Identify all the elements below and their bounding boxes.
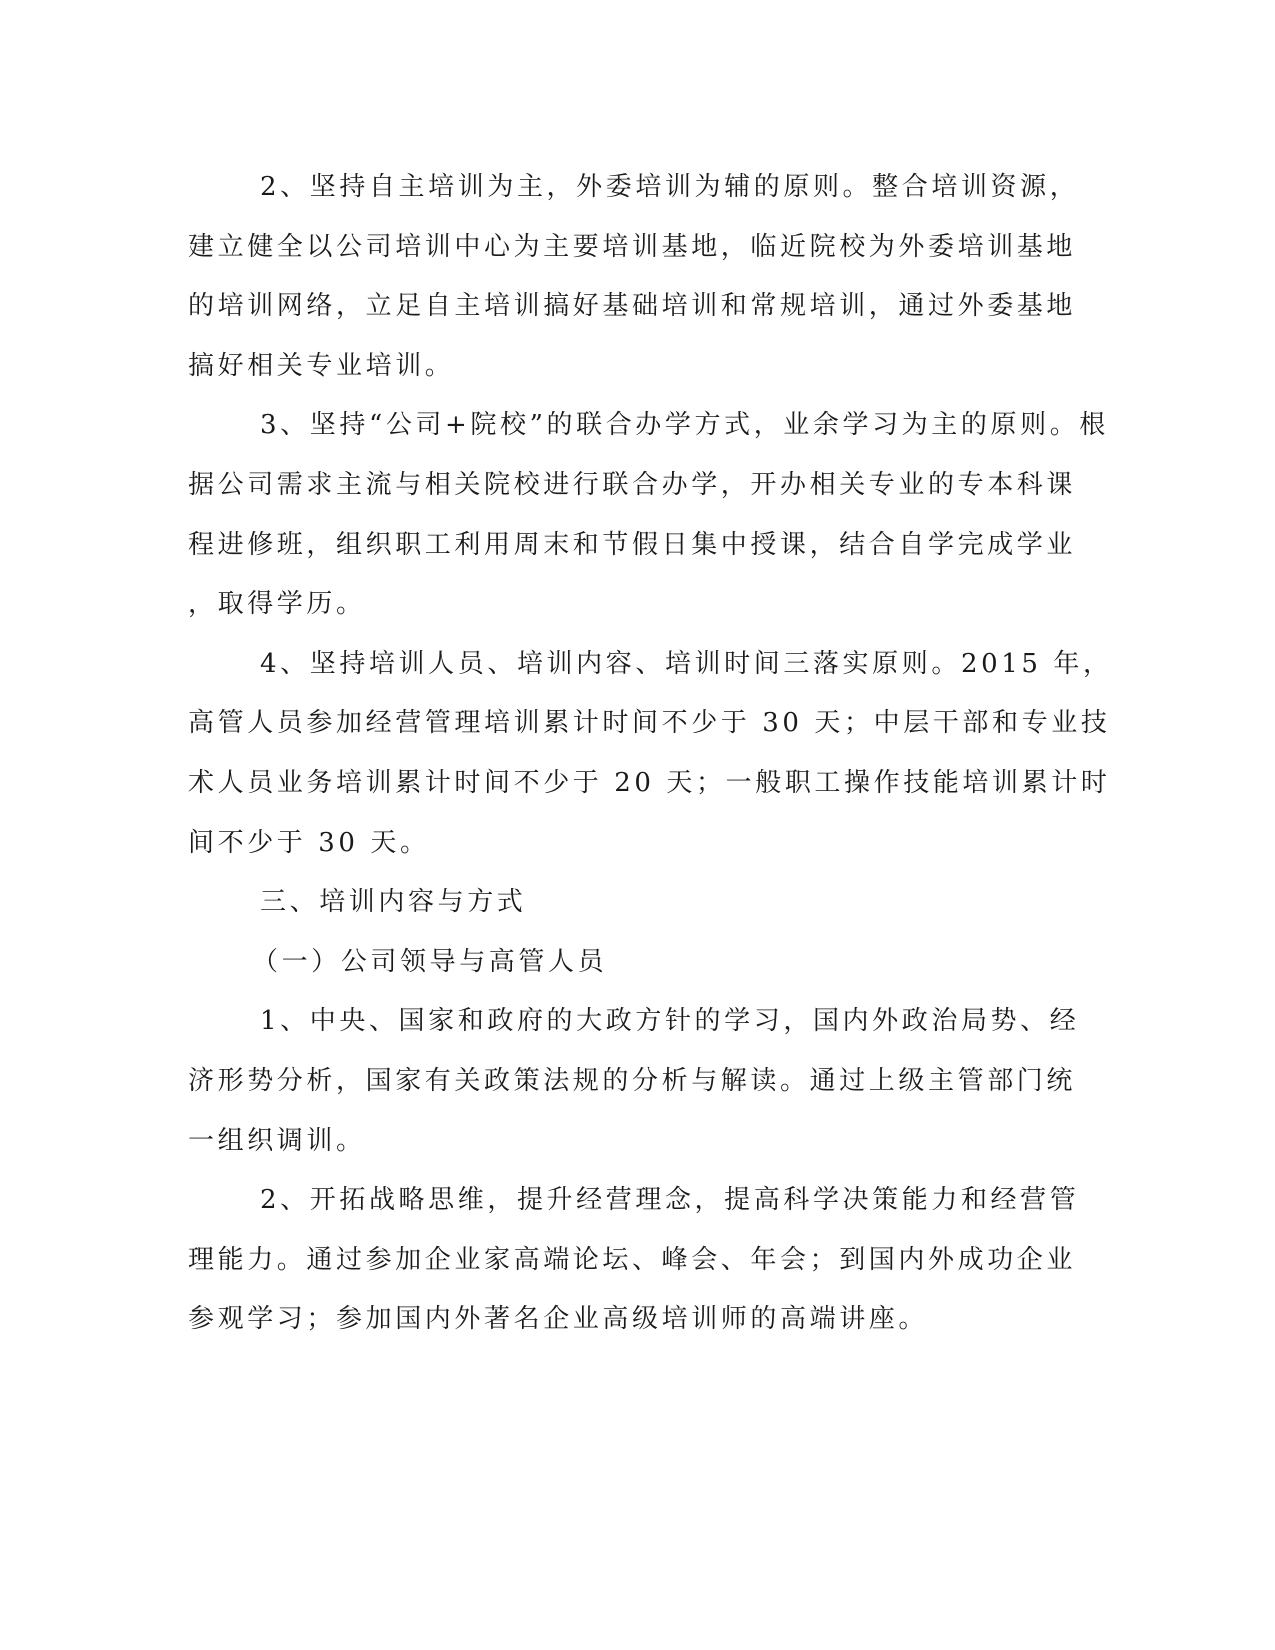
item-1-line-1: 1、中央、国家和政府的大政方针的学习，国内外政治局势、经	[260, 1006, 1080, 1037]
paragraph-3-line-3: 程进修班，组织职工利用周末和节假日集中授课，结合自学完成学业	[188, 529, 1077, 560]
paragraph-4-line-3: 术人员业务培训累计时间不少于 20 天；一般职工操作技能培训累计时	[188, 767, 1111, 798]
paragraph-3-line-2: 据公司需求主流与相关院校进行联合办学，开办相关专业的专本科课	[188, 469, 1077, 500]
item-2-line-1: 2、开拓战略思维，提升经营理念，提高科学决策能力和经营管	[260, 1185, 1080, 1216]
item-2-line-3: 参观学习；参加国内外著名企业高级培训师的高端讲座。	[188, 1304, 929, 1335]
paragraph-4-line-2: 高管人员参加经营管理培训累计时间不少于 30 天；中层干部和专业技	[188, 708, 1111, 739]
paragraph-2-line-1: 2、坚持自主培训为主，外委培训为辅的原则。整合培训资源，	[260, 172, 1080, 202]
item-1-line-2: 济形势分析，国家有关政策法规的分析与解读。通过上级主管部门统	[188, 1065, 1077, 1096]
paragraph-2-line-2: 建立健全以公司培训中心为主要培训基地，临近院校为外委培训基地	[188, 231, 1077, 262]
paragraph-2-line-3: 的培训网络，立足自主培训搞好基础培训和常规培训，通过外委基地	[188, 291, 1077, 322]
item-1-line-3: 一组织调训。	[188, 1125, 366, 1156]
item-2-line-2: 理能力。通过参加企业家高端论坛、峰会、年会；到国内外成功企业	[188, 1244, 1077, 1275]
paragraph-4-line-1: 4、坚持培训人员、培训内容、培训时间三落实原则。2015 年，	[260, 648, 1113, 679]
paragraph-3-line-4: ，取得学历。	[188, 589, 366, 620]
paragraph-3-line-1: 3、坚持“公司+院校”的联合办学方式，业余学习为主的原则。根	[260, 410, 1109, 441]
document-body	[188, 158, 1113, 1350]
paragraph-4-line-4: 间不少于 30 天。	[188, 827, 430, 858]
section-heading: 三、培训内容与方式	[260, 887, 527, 918]
subsection-heading: （一）公司领导与高管人员	[252, 946, 608, 977]
paragraph-2-line-4: 搞好相关专业培训。	[188, 350, 455, 381]
